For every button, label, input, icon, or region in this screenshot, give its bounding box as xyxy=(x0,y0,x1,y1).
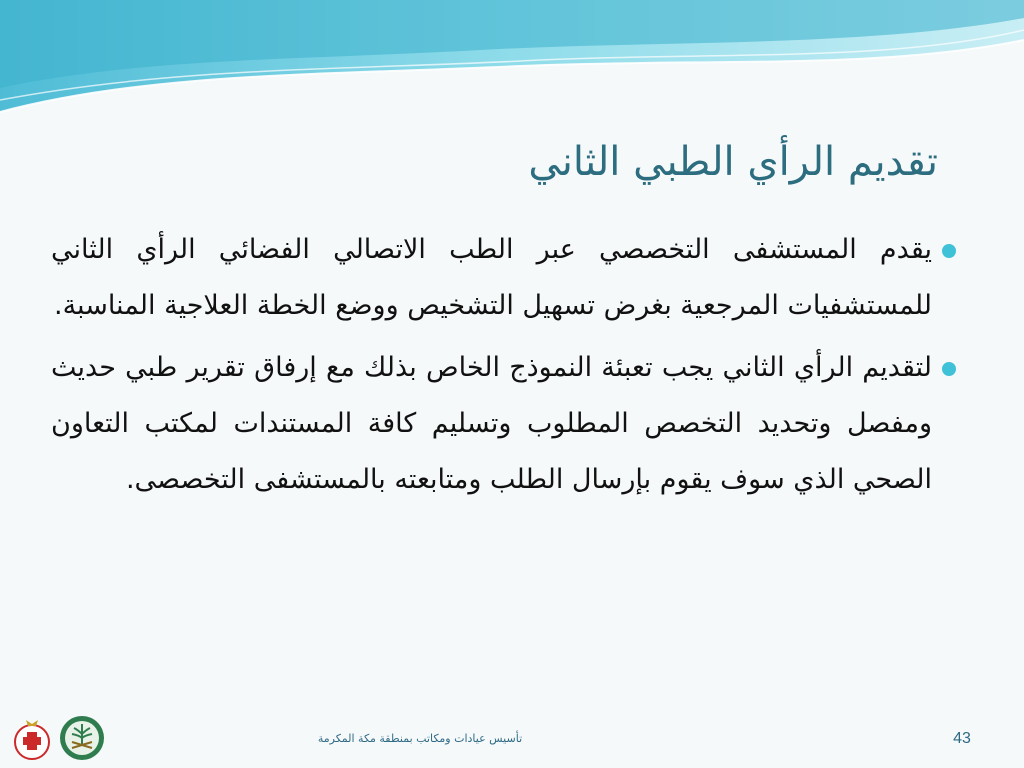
saudi-emblem-logo-icon xyxy=(58,714,106,762)
bullet-dot-icon xyxy=(942,244,956,258)
slide-footer xyxy=(0,700,1024,768)
page-number: 43 xyxy=(953,730,971,747)
slide-title: تقديم الرأي الطبي الثاني xyxy=(528,139,938,185)
header-wave-decoration xyxy=(0,0,1024,120)
bullet-list xyxy=(51,222,956,514)
ministry-of-health-logo-icon xyxy=(8,714,56,762)
bullet-dot-icon xyxy=(942,362,956,376)
bullet-item xyxy=(51,222,956,334)
bullet-text: يقدم المستشفى التخصصي عبر الطب الاتصالي الفضائي الرأي الثاني للمستشفيات المرجعية بغرض تسهيل التشخيص ووضع الخطة العلاجية المناسبة. xyxy=(51,234,932,321)
bullet-item xyxy=(51,340,956,508)
footer-text: تأسيس عيادات ومكاتب بمنطقة مكة المكرمة xyxy=(317,732,523,745)
bullet-text: لتقديم الرأي الثاني يجب تعبئة النموذج الخاص بذلك مع إرفاق تقرير طبي حديث ومفصل وتحديد التخصص المطلوب وتسليم كافة المستندات لمكتب التعاون الصحي الذي سوف يقوم بإرسال الطلب ومتابعته بالمستشفى التخصصى. xyxy=(51,352,932,495)
